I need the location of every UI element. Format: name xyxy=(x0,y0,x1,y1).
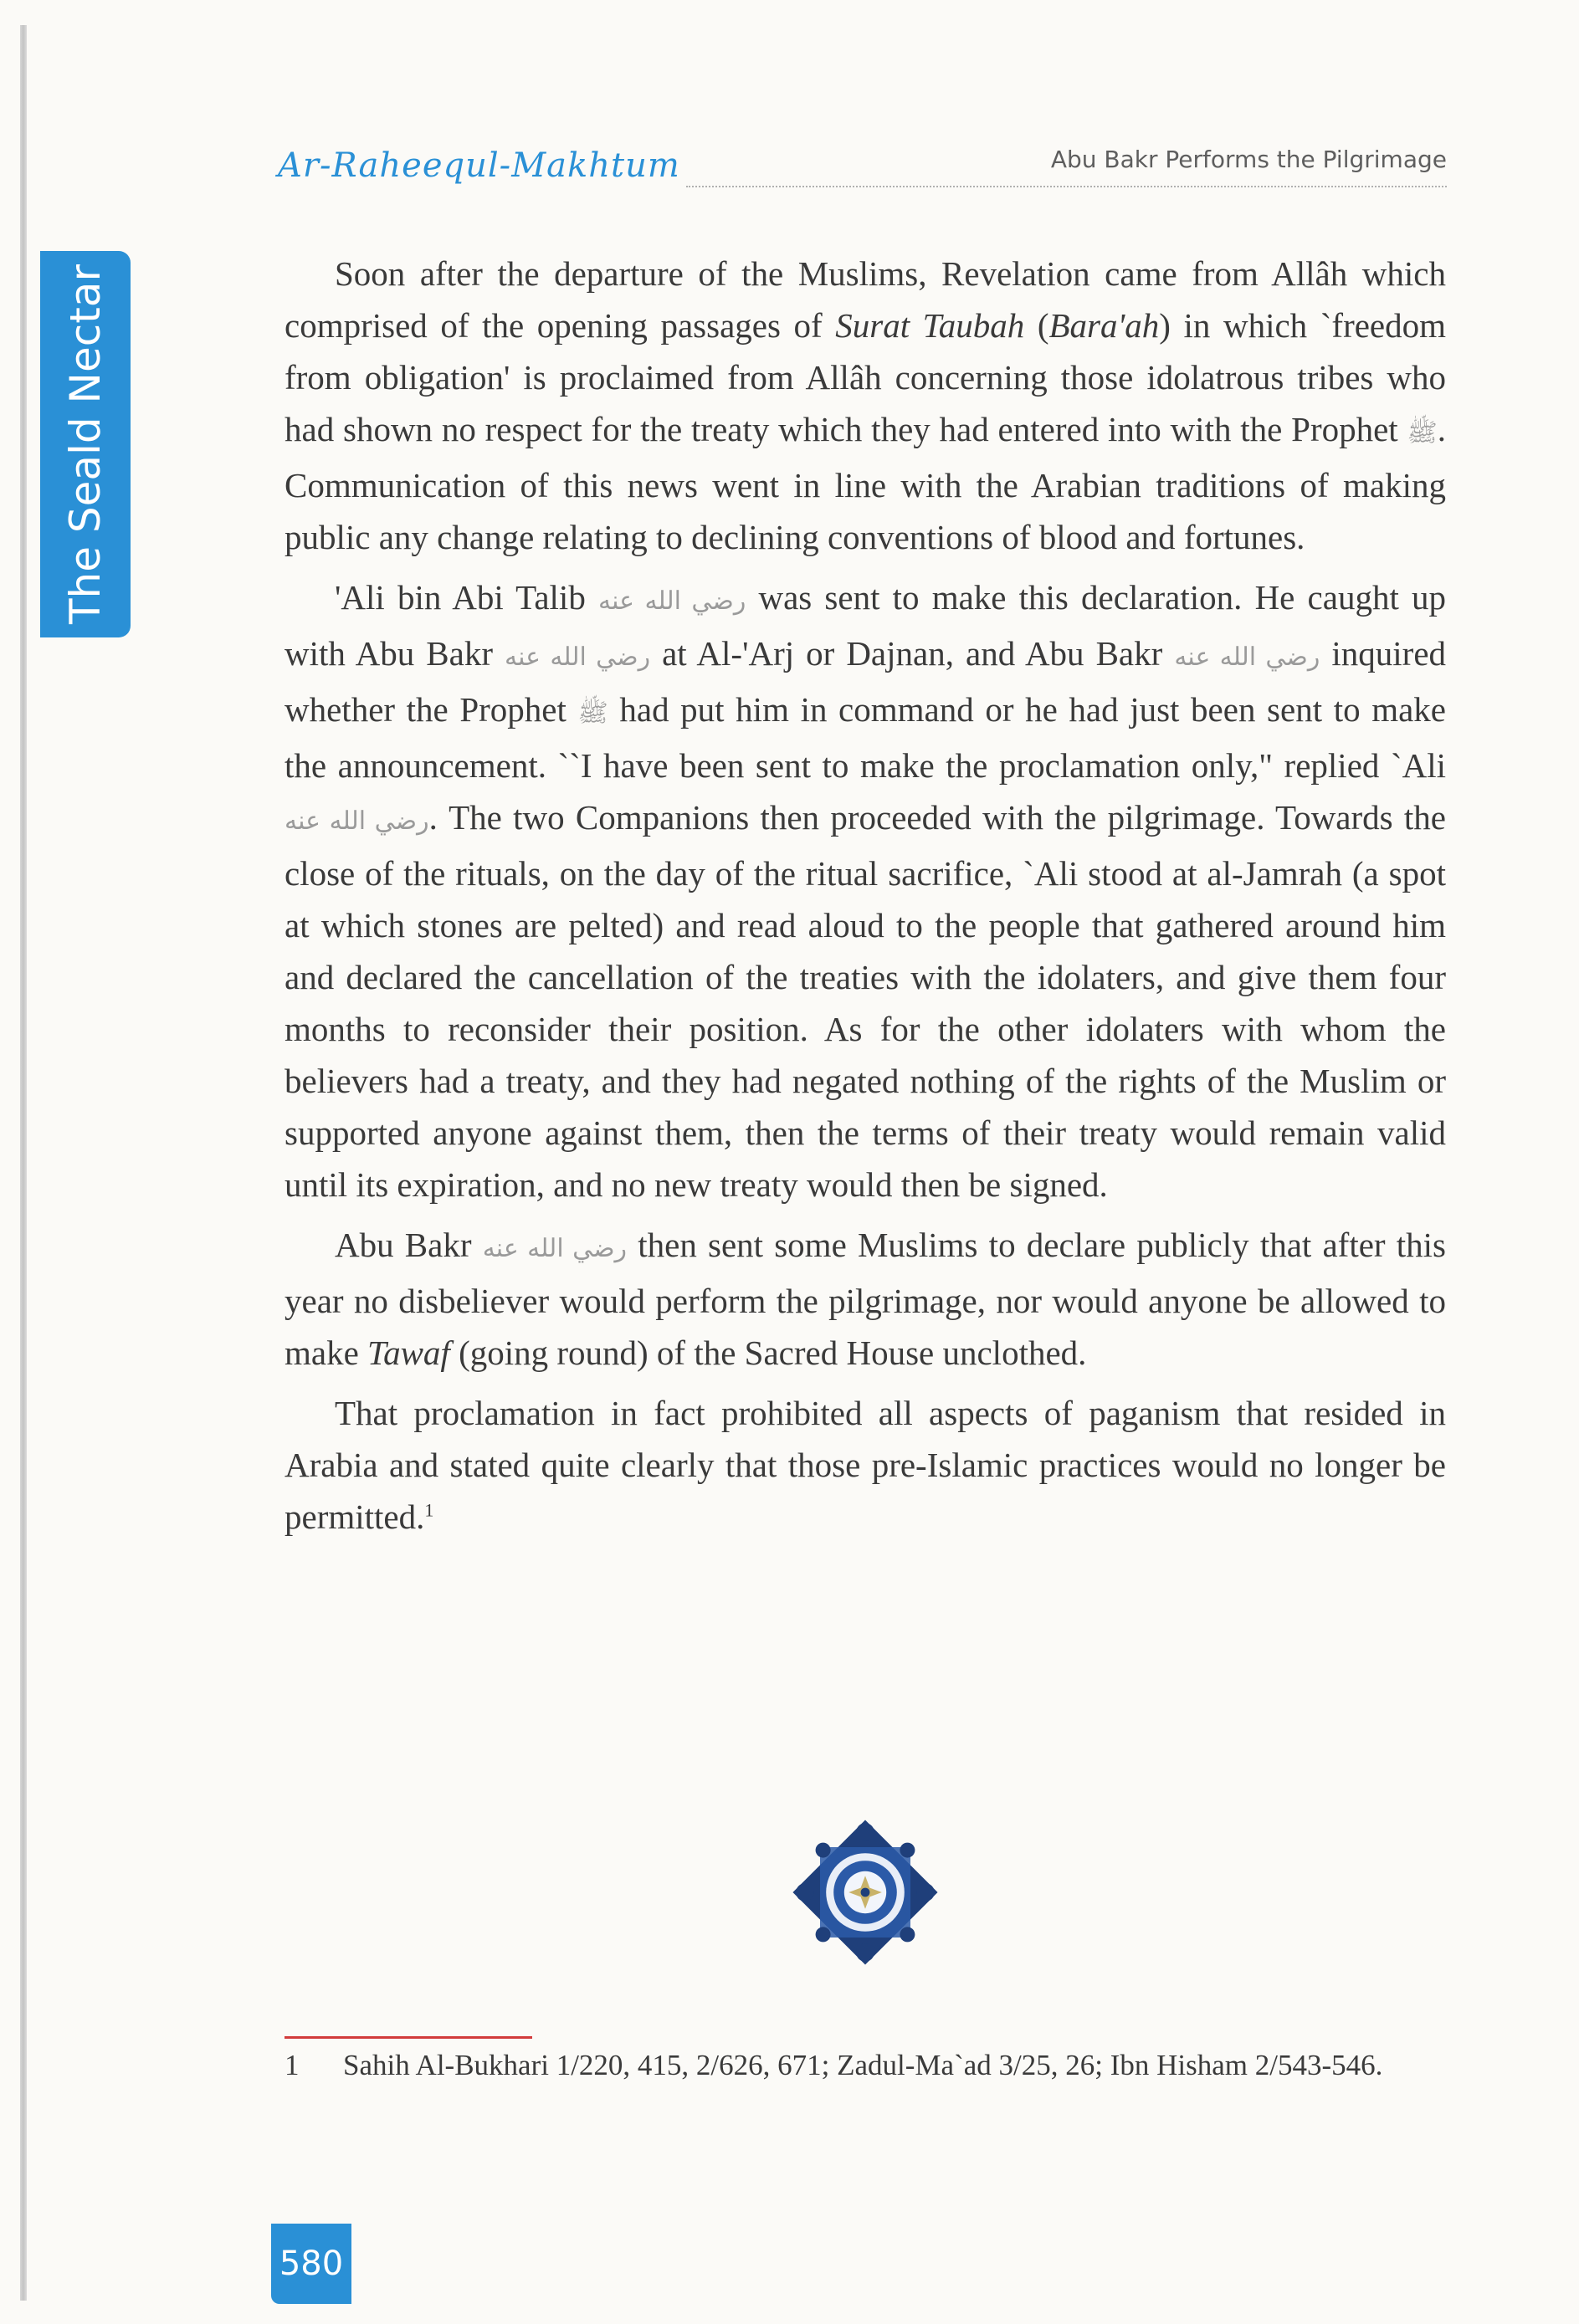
side-tab-label: The Seald Nectar xyxy=(61,264,110,625)
paragraph-4: That proclamation in fact prohibited all aspects of paganism that resided in Arabia and stated quite clearly that those pre-Islamic practices would no longer be permitted.$^1$ xyxy=(285,1394,1446,1536)
page-number: 580 xyxy=(271,2224,351,2304)
footnote-number: 1 xyxy=(285,2049,300,2081)
running-header-chapter-title: Abu Bakr Performs the Pilgrimage xyxy=(1050,146,1447,173)
prophet-honorific-icon: ﷺ xyxy=(577,699,608,727)
paragraph-1: Soon after the departure of the Muslims, Revelation came from Allâh which comprised of the opening passages of Surat Taubah (Bara'ah) in which `freedom from obligation' is proclaimed from Allâh concerning those idolatrous tribes who had shown no respect for the treaty which they had entered into with the Prophet ﷺ. Communication of this news went in line with the Arabian traditions of making public any change relating to declining conventions of blood and fortunes. xyxy=(285,254,1447,556)
companion-honorific-icon: رضي الله عنه xyxy=(1174,643,1320,671)
footnote xyxy=(285,2048,1446,2083)
footnote-divider xyxy=(285,2036,532,2039)
companion-honorific-icon: رضي الله عنه xyxy=(285,807,429,835)
running-header-book-title: Ar-Raheequl-Makhtum xyxy=(278,146,680,185)
prophet-honorific-icon: ﷺ xyxy=(1407,419,1438,447)
companion-honorific-icon: رضي الله عنه xyxy=(482,1235,628,1262)
footnote-text: Sahih Al-Bukhari 1/220, 415, 2/626, 671; Zadul-Ma`ad 3/25, 26; Ibn Hisham 2/543-546. xyxy=(343,2049,1383,2081)
footnote-reference[interactable]: 1 xyxy=(424,1499,434,1521)
paragraph-2: 'Ali bin Abi Talib رضي الله عنه was sent to make this declaration. He caught up with Abu Bakr رضي الله عنه at Al-'Arj or Dajnan, and Abu Bakr رضي الله عنه inquired whether the Prophet ﷺ had put him in command or he had just been sent to make the announcement. ``I have been sent to make the proclamation only," replied `Ali رضي الله عنه. The two Companions then proceeded with the pilgrimage. Towards the close of the rituals, on the day of the ritual sacrifice, `Ali stood at al-Jamrah (a spot at which stones are pelted) and read aloud to the people that gathered around him and declared the cancellation of the treaties with the idolaters, and give them four months to reconsider their position. As for the other idolaters with whom the believers had a treaty, and they had negated nothing of the rights of the Muslim or supported anyone against them, then the terms of their treaty would remain valid until its expiration, and no new treaty would then be signed. xyxy=(285,578,1447,1204)
companion-honorific-icon: رضي الله عنه xyxy=(505,643,651,671)
header-dotted-rule xyxy=(686,186,1447,187)
page-spine-shadow xyxy=(20,25,27,2301)
main-text xyxy=(285,248,1446,1551)
companion-honorific-icon: رضي الله عنه xyxy=(598,587,746,615)
paragraph-3: Abu Bakr رضي الله عنه then sent some Muslims to declare publicly that after this year no disbeliever would perform the pilgrimage, nor would anyone be allowed to make Tawaf (going round) of the Sacred House unclothed. xyxy=(285,1226,1446,1372)
ornament-rosette-icon xyxy=(790,1817,941,1968)
